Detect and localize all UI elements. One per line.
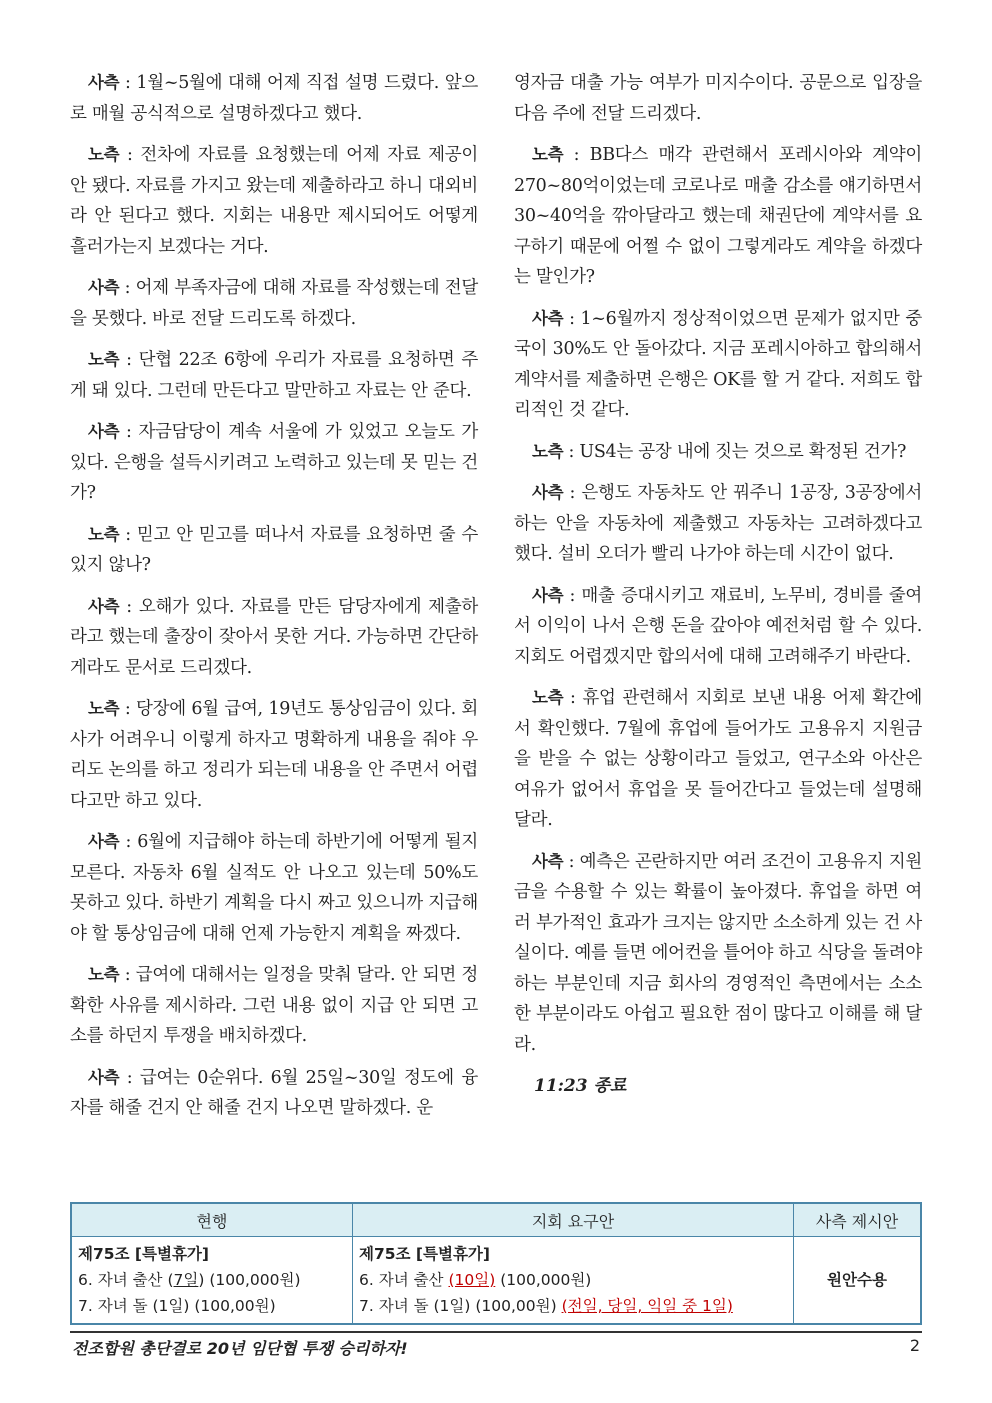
speaker-label: 사측 <box>532 483 564 502</box>
current-days-highlight: 7일 <box>173 1271 199 1289</box>
speaker-label: 노측 <box>88 699 120 718</box>
speaker-label: 사측 <box>532 585 564 605</box>
speaker-label: 노측 <box>88 965 120 984</box>
dialogue-text: : 단협 22조 6항에 우리가 자료를 요청하면 주게 돼 있다. 그런데 만든다고 말만하고 자료는 안 준다. <box>70 350 478 401</box>
dialogue-text: : 1월~5월에 대해 어제 직접 설명 드렸다. 앞으로 매월 공식적으로 설명하겠다고 했다. <box>70 73 478 124</box>
dialogue-text: : 전차에 자료를 요청했는데 어제 자료 제공이 안 됐다. 자료를 가지고 왔는데 제출하라고 하니 대외비라 안 된다고 했다. 지회는 내용만 제시되어도 어떻게 흘러가는지 보겠다는 거다. <box>70 145 478 257</box>
dialogue-text: : 예측은 곤란하지만 여러 조건이 고용유지 지원금을 수용할 수 있는 확률이 높아졌다. 휴업을 하면 여러 부가적인 효과가 크지는 않지만 소소하게 있는 건 사실이다. 예를 들면 에어컨을 틀어야 하고 식당을 돌려야 하는 부분인데 지금 회사의 경영적인 측면에서는 소소한 부분이라도 아쉽고 필요한 점이 많다고 이해를 해 달라. <box>514 851 922 1055</box>
header-current: 현행 <box>71 1203 353 1237</box>
speaker-label: 노측 <box>88 524 120 544</box>
dialogue-text: : BB다스 매각 관련해서 포레시아와 계약이 270~80억이었는데 코로나로 매출 감소를 얘기하면서 30~40억을 깎아달라고 했는데 채권단에 계약서를 요구하기 때문에 어쩔 수 없이 그렇게라도 계약을 하겠다는 말인가? <box>514 145 922 287</box>
dialogue-text: : US4는 공장 내에 짓는 것으로 확정된 건가? <box>563 441 907 462</box>
cell-current <box>71 1237 353 1325</box>
dialogue-paragraph <box>514 304 922 426</box>
cell-union <box>353 1237 794 1325</box>
speaker-label: 노측 <box>532 441 564 461</box>
dialogue-text: : 은행도 자동차도 안 꿔주니 1공장, 3공장에서 하는 안을 자동차에 제출했고 자동차는 고려하겠다고 했다. 설비 오더가 빨리 나가야 하는데 시간이 없다. <box>514 483 922 564</box>
speaker-label: 노측 <box>88 350 120 369</box>
dialogue-paragraph <box>514 847 922 1061</box>
page-number: 2 <box>909 1336 920 1355</box>
dialogue-text: : 1~6월까지 정상적이었으면 문제가 없지만 중국이 30%도 안 돌아갔다. 지금 포레시아하고 합의해서 계약서를 제출하면 은행은 OK를 할 거 같다. 저희도 합리적인 것 같다. <box>514 308 922 420</box>
current-article: 제75조 [특별휴가] <box>78 1245 209 1263</box>
table-header-row <box>71 1203 921 1237</box>
dialogue-paragraph <box>70 960 478 1052</box>
dialogue-paragraph <box>514 140 922 293</box>
header-union: 지회 요구안 <box>353 1203 794 1237</box>
speaker-label: 사측 <box>88 1067 120 1087</box>
cell-company: 원안수용 <box>794 1237 922 1325</box>
dialogue-text: : 6월에 지급해야 하는데 하반기에 어떻게 될지 모른다. 자동차 6월 실적도 안 나오고 있는데 50%도 못하고 있다. 하반기 계획을 다시 짜고 있으니까 지급해야 할 통상임금에 대해 언제 가능한지 계획을 짜겠다. <box>70 832 478 944</box>
dialogue-paragraph <box>514 581 922 673</box>
dialogue-paragraph <box>514 437 922 468</box>
union-line-2: 7. 자녀 돌 (1일) (100,00원) (전일, 당일, 익일 중 1일) <box>359 1297 733 1315</box>
dialogue-paragraph <box>514 683 922 836</box>
dialogue-text: : 어제 부족자금에 대해 자료를 작성했는데 전달을 못했다. 바로 전달 드리도록 하겠다. <box>70 278 478 329</box>
dialogue-text: : 자금담당이 계속 서울에 가 있었고 오늘도 가 있다. 은행을 설득시키려고 노력하고 있는데 못 믿는 건가? <box>70 422 478 503</box>
end-time-note: 11:23 종료 <box>534 1076 627 1096</box>
dialogue-paragraph <box>514 478 922 570</box>
dialogue-paragraph <box>70 417 478 509</box>
speaker-label: 사측 <box>88 596 120 616</box>
union-days-highlight: (10일) <box>448 1271 496 1289</box>
dialogue-paragraph <box>70 592 478 684</box>
footer-divider <box>70 1331 922 1333</box>
dialogue-text: : 급여는 0순위다. 6월 25일~30일 정도에 융자를 해줄 건지 안 해줄 건지 나오면 말하겠다. 운 <box>70 1067 478 1118</box>
dialogue-paragraph <box>70 273 478 334</box>
dialogue-text: : 믿고 안 믿고를 떠나서 자료를 요청하면 줄 수 있지 않나? <box>70 524 478 575</box>
speaker-label: 사측 <box>88 832 120 851</box>
union-article: 제75조 [특별휴가] <box>359 1245 490 1263</box>
dialogue-paragraph <box>70 140 478 262</box>
left-column <box>70 68 478 1190</box>
body-columns <box>70 68 922 1190</box>
continued-paragraph: 영자금 대출 가능 여부가 미지수이다. 공문으로 입장을 다음 주에 전달 드리겠다. <box>514 73 922 124</box>
comparison-table <box>70 1202 922 1325</box>
header-company: 사측 제시안 <box>794 1203 922 1237</box>
dialogue-paragraph <box>70 68 478 129</box>
speaker-label: 사측 <box>88 278 120 297</box>
union-line-1: 6. 자녀 출산 (10일) (100,000원) <box>359 1271 592 1289</box>
dialogue-paragraph <box>70 520 478 581</box>
speaker-label: 노측 <box>532 145 564 164</box>
union-option-highlight: (전일, 당일, 익일 중 1일) <box>561 1297 733 1315</box>
speaker-label: 사측 <box>88 422 120 441</box>
dialogue-text: : 당장에 6월 급여, 19년도 통상임금이 있다. 회사가 어려우니 이렇게 하자고 명확하게 내용을 줘야 우리도 논의를 하고 정리가 되는데 내용을 안 주면서 어렵다고만 하고 있다. <box>70 699 478 811</box>
speaker-label: 사측 <box>88 73 120 92</box>
speaker-label: 사측 <box>532 308 564 328</box>
dialogue-paragraph <box>70 827 478 949</box>
speaker-label: 노측 <box>532 688 564 707</box>
table-row <box>71 1237 921 1325</box>
speaker-label: 사측 <box>532 851 564 871</box>
footer-slogan: 전조합원 총단결로 20년 임단협 투쟁 승리하자! <box>72 1339 408 1358</box>
dialogue-paragraph <box>70 694 478 816</box>
current-line-2: 7. 자녀 돌 (1일) (100,00원) <box>78 1297 276 1315</box>
dialogue-paragraph <box>70 345 478 406</box>
dialogue-text: : 급여에 대해서는 일정을 맞춰 달라. 안 되면 정확한 사유를 제시하라. 그런 내용 없이 지급 안 되면 고소를 하던지 투쟁을 배치하겠다. <box>70 965 478 1046</box>
right-column <box>514 68 922 1190</box>
current-line-1: 6. 자녀 출산 (7일) (100,000원) <box>78 1271 301 1289</box>
dialogue-paragraph <box>70 1063 478 1124</box>
speaker-label: 노측 <box>88 145 120 164</box>
dialogue-text: : 오해가 있다. 자료를 만든 담당자에게 제출하라고 했는데 출장이 잦아서 못한 거다. 가능하면 간단하게라도 문서로 드리겠다. <box>70 596 478 678</box>
dialogue-text: : 휴업 관련해서 지회로 보낸 내용 어제 확간에서 확인했다. 7월에 휴업에 들어가도 고용유지 지원금을 받을 수 없는 상황이라고 들었고, 연구소와 아산은 여유가 없어서 휴업을 못 들어간다고 들었는데 설명해 달라. <box>514 688 922 830</box>
dialogue-text: : 매출 증대시키고 재료비, 노무비, 경비를 줄여서 이익이 나서 은행 돈을 갚아야 예전처럼 할 수 있다. 지회도 어렵겠지만 합의서에 대해 고려해주기 바란다. <box>514 585 922 667</box>
